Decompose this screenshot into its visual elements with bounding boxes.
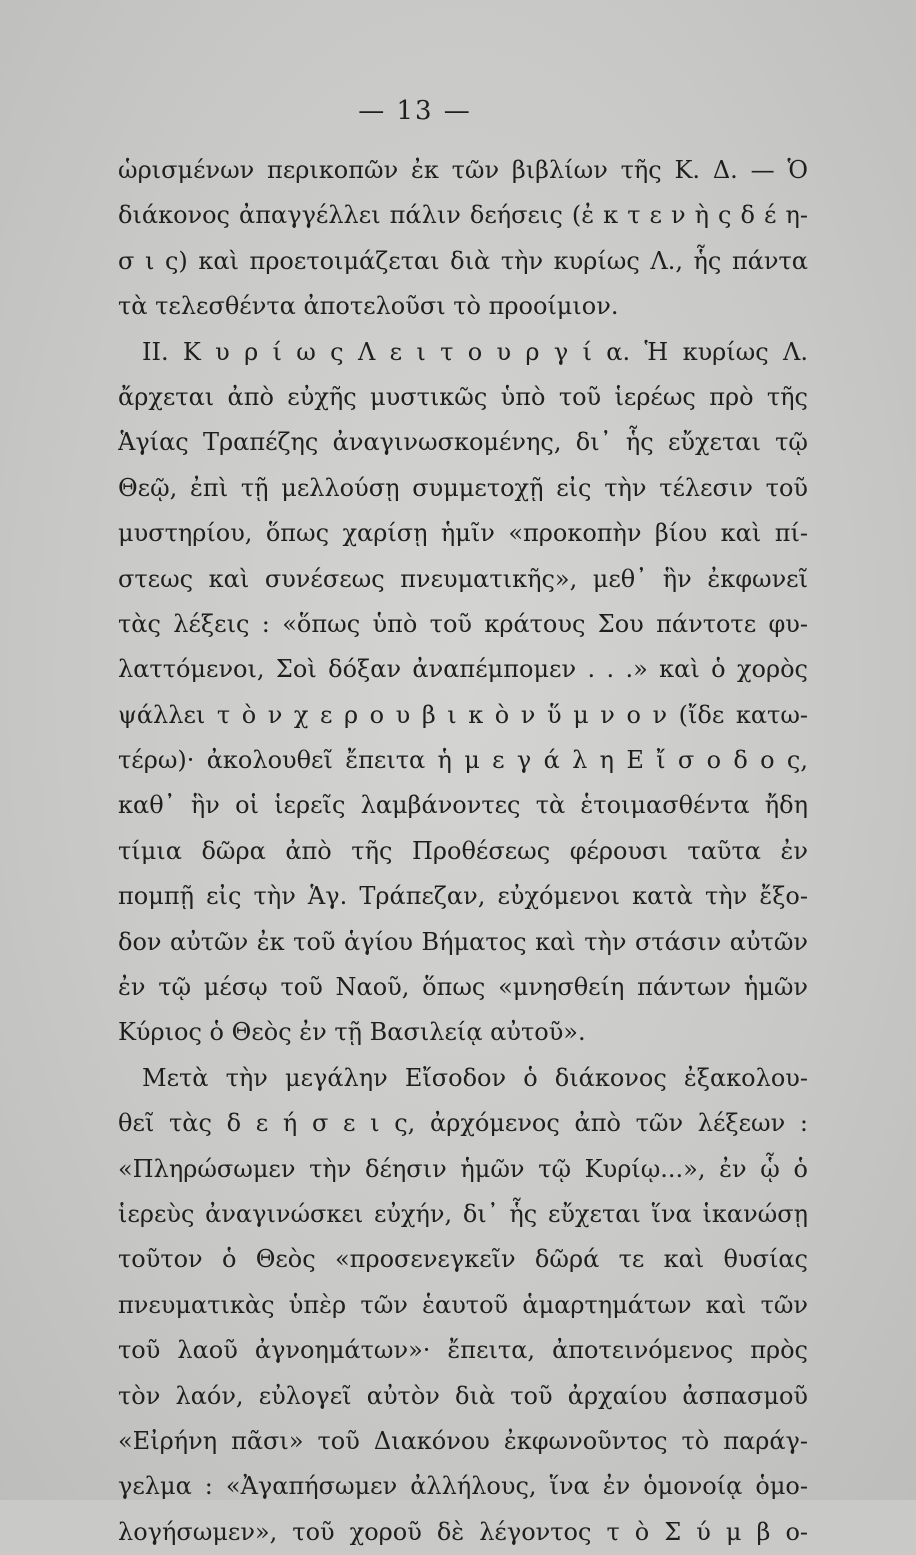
body-text bbox=[118, 148, 808, 1555]
text-line: «Πληρώσωμεν τὴν δέησιν ἡμῶν τῷ Κυρίῳ...», ἐν ᾧ ὁ bbox=[118, 1154, 808, 1183]
text-line: γελμα : «Ἀγαπήσωμεν ἀλλήλους, ἵνα ἐν ὁμονοίᾳ ὁμο- bbox=[118, 1472, 808, 1501]
text-line: τὰ τελεσθέντα ἀποτελοῦσι τὸ προοίμιον. bbox=[118, 292, 619, 321]
text-line: τοῦτον ὁ Θεὸς «προσενεγκεῖν δῶρά τε καὶ θυσίας bbox=[118, 1245, 808, 1274]
text-line: σ ι ς) καὶ προετοιμάζεται διὰ τὴν κυρίως Λ., ἧς πάντα bbox=[118, 246, 808, 275]
text-line: τὰς λέξεις : «ὅπως ὑπὸ τοῦ κράτους Σου πάντοτε φυ- bbox=[118, 609, 808, 638]
text-line: θεῖ τὰς δ ε ή σ ε ι ς, ἀρχόμενος ἀπὸ τῶν λέξεων : bbox=[118, 1109, 808, 1138]
text-line: ὡρισμένων περικοπῶν ἐκ τῶν βιβλίων τῆς Κ. Δ. — Ὁ bbox=[118, 156, 808, 184]
text-line: μυστηρίου, ὅπως χαρίσῃ ἡμῖν «προκοπὴν βίου καὶ πί- bbox=[118, 519, 808, 548]
text-line: ψάλλει τ ὸ ν χ ε ρ ο υ β ι κ ὸ ν ὕ μ ν ο ν (ἴδε κατω- bbox=[118, 700, 808, 729]
text-line: τὸν λαόν, εὐλογεῖ αὐτὸν διὰ τοῦ ἀρχαίου ἀσπασμοῦ bbox=[118, 1381, 808, 1410]
text-line: ἱερεὺς ἀναγινώσκει εὐχήν, δι᾿ ἧς εὔχεται ἵνα ἱκανώσῃ bbox=[118, 1199, 808, 1228]
text-line: δον αὐτῶν ἐκ τοῦ ἁγίου Βήματος καὶ τὴν στάσιν αὐτῶν bbox=[118, 927, 808, 956]
text-line: II. Κ υ ρ ί ω ς Λ ε ι τ ο υ ρ γ ί α. Ἡ κυρίως Λ. bbox=[142, 337, 808, 366]
text-line: διάκονος ἀπαγγέλλει πάλιν δεήσεις (ἐ κ τ ε ν ὴ ς δ έ η- bbox=[118, 201, 808, 230]
text-line: Μετὰ τὴν μεγάλην Εἴσοδον ὁ διάκονος ἐξακολου- bbox=[142, 1063, 808, 1092]
text-line: λογήσωμεν», τοῦ χοροῦ δὲ λέγοντος τ ὸ Σ ύ μ β ο- bbox=[118, 1517, 808, 1546]
text-line: πνευματικὰς ὑπὲρ τῶν ἑαυτοῦ ἁμαρτημάτων καὶ τῶν bbox=[118, 1290, 808, 1319]
text-line: Ἁγίας Τραπέζης ἀναγινωσκομένης, δι᾿ ἧς εὔχεται τῷ bbox=[118, 428, 808, 457]
text-line: λαττόμενοι, Σοὶ δόξαν ἀναπέμπομεν . . .» καὶ ὁ χορὸς bbox=[118, 655, 808, 684]
text-line: ἐν τῷ μέσῳ τοῦ Ναοῦ, ὅπως «μνησθείη πάντων ἡμῶν bbox=[118, 973, 808, 1002]
text-line: Κύριος ὁ Θεὸς ἐν τῇ Βασιλείᾳ αὐτοῦ». bbox=[118, 1018, 586, 1047]
text-line: «Εἰρήνη πᾶσι» τοῦ Διακόνου ἐκφωνοῦντος τὸ παράγ- bbox=[118, 1426, 808, 1455]
text-line: τέρω)· ἀκολουθεῖ ἔπειτα ἡ μ ε γ ά λ η Ε ἴ σ ο δ ο ς, bbox=[118, 746, 808, 775]
text-line: ἄρχεται ἀπὸ εὐχῆς μυστικῶς ὑπὸ τοῦ ἱερέως πρὸ τῆς bbox=[118, 382, 808, 411]
text-line: στεως καὶ συνέσεως πνευματικῆς», μεθ᾿ ἣν ἐκφωνεῖ bbox=[118, 564, 808, 593]
page-number: — 13 — bbox=[358, 96, 472, 126]
text-line: Θεῷ, ἐπὶ τῇ μελλούσῃ συμμετοχῇ εἰς τὴν τέλεσιν τοῦ bbox=[118, 473, 808, 502]
text-line: καθ᾿ ἣν οἱ ἱερεῖς λαμβάνοντες τὰ ἑτοιμασθέντα ἤδη bbox=[118, 791, 808, 820]
text-line: τοῦ λαοῦ ἀγνοημάτων»· ἔπειτα, ἀποτεινόμενος πρὸς bbox=[118, 1336, 808, 1365]
text-line: πομπῇ εἰς τὴν Ἁγ. Τράπεζαν, εὐχόμενοι κατὰ τὴν ἔξο- bbox=[118, 882, 808, 911]
text-line: τίμια δῶρα ἀπὸ τῆς Προθέσεως φέρουσι ταῦτα ἐν bbox=[118, 836, 808, 865]
